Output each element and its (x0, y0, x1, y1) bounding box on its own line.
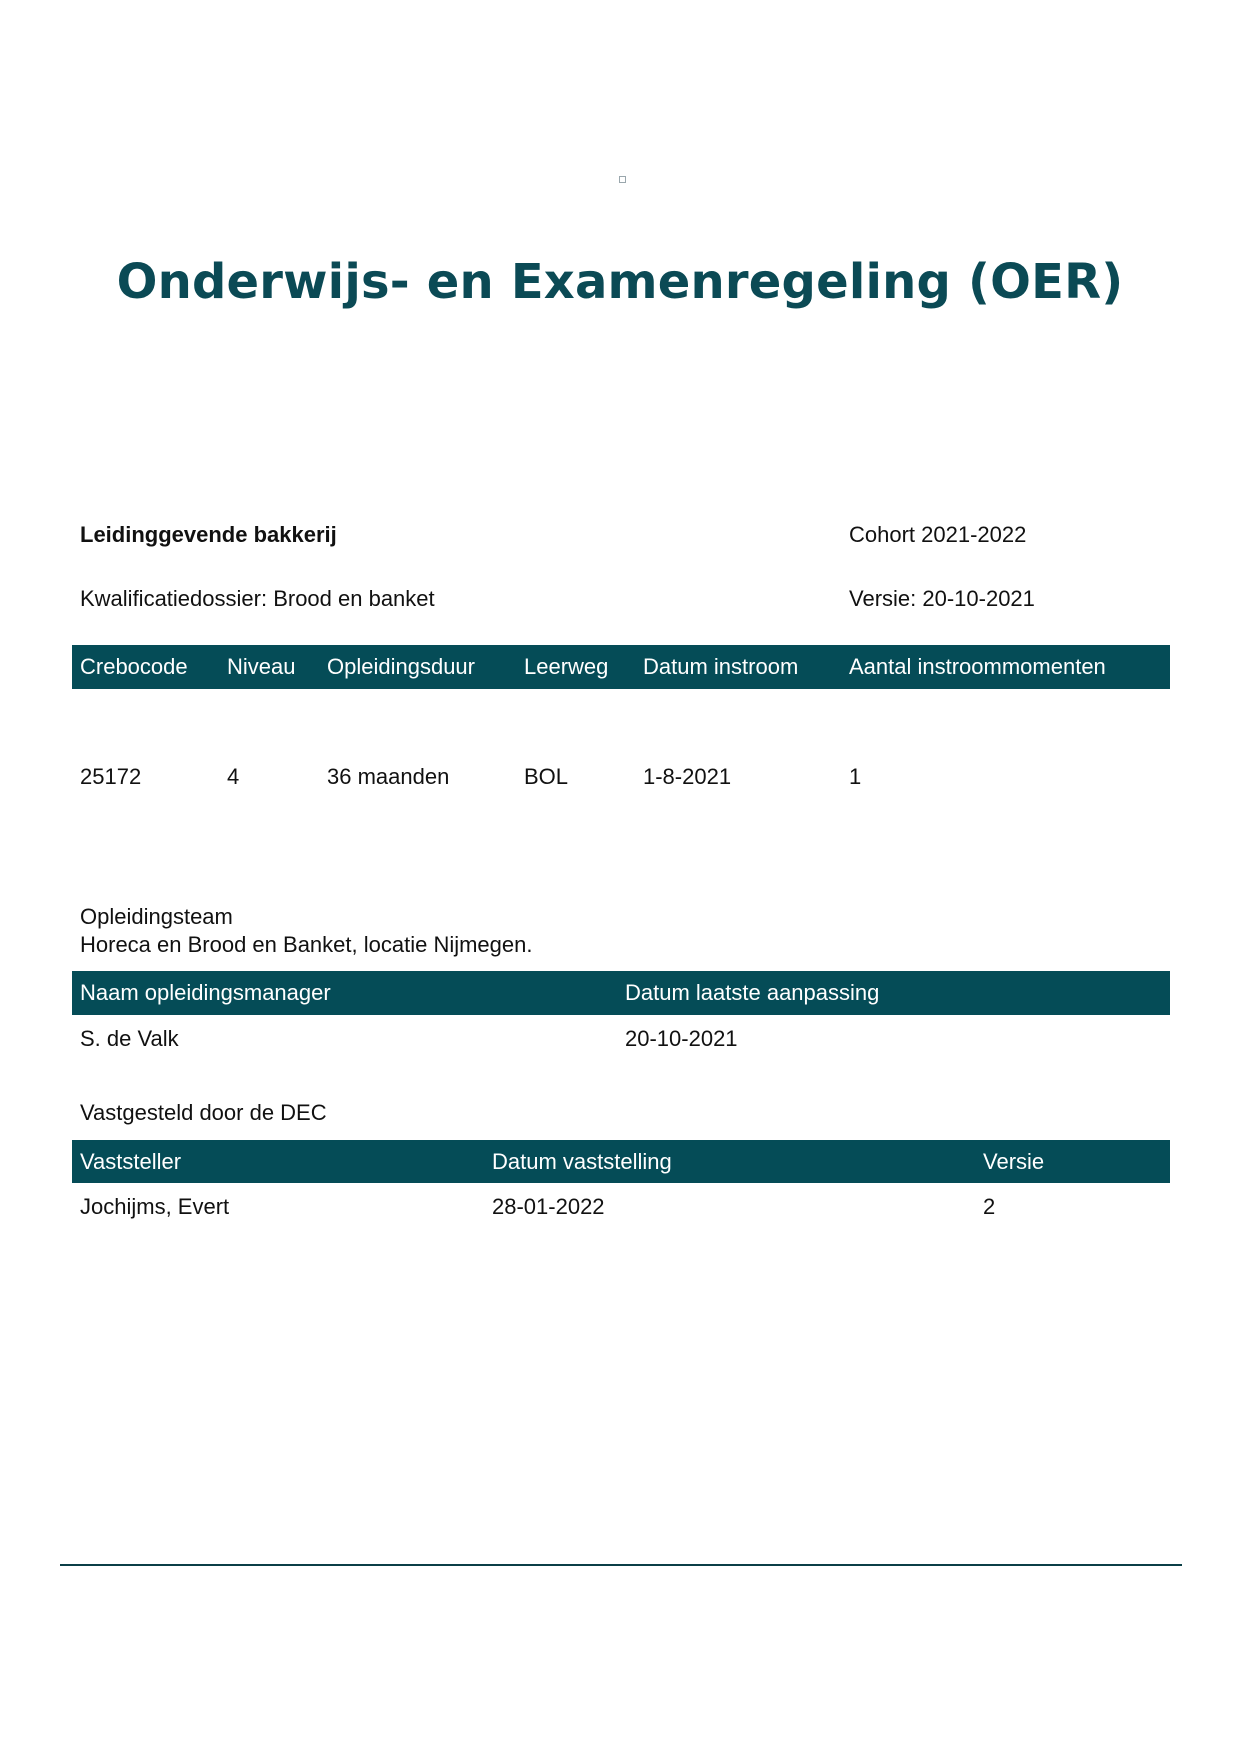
header-crebocode: Crebocode (80, 654, 188, 679)
header-versie: Versie (983, 1149, 1045, 1174)
cell-leerweg: BOL (524, 764, 569, 789)
footer-divider (60, 1564, 1182, 1566)
cell-datum-laatste-aanpassing: 20-10-2021 (625, 1026, 738, 1051)
cell-datum-instroom: 1-8-2021 (643, 764, 732, 789)
header-datum-vaststelling: Datum vaststelling (492, 1149, 672, 1174)
cell-datum-vaststelling: 28-01-2022 (492, 1194, 605, 1219)
versie-label: Versie: 20-10-2021 (849, 586, 1035, 611)
header-vaststeller: Vaststeller (80, 1149, 182, 1174)
cell-naam-opleidingsmanager: S. de Valk (80, 1026, 179, 1051)
header-leerweg: Leerweg (524, 654, 609, 679)
cell-aantal-instroommomenten: 1 (849, 764, 862, 789)
vastgesteld-label: Vastgesteld door de DEC (80, 1100, 327, 1125)
header-naam-opleidingsmanager: Naam opleidingsmanager (80, 980, 331, 1005)
image-placeholder-icon (619, 176, 626, 183)
opleiding-name: Leidinggevende bakkerij (80, 522, 337, 547)
cell-opleidingsduur: 36 maanden (327, 764, 450, 789)
cohort-label: Cohort 2021-2022 (849, 522, 1027, 547)
header-datum-laatste-aanpassing: Datum laatste aanpassing (625, 980, 880, 1005)
opleidingsteam-value: Horeca en Brood en Banket, locatie Nijmegen. (80, 932, 533, 957)
header-datum-instroom: Datum instroom (643, 654, 799, 679)
cell-niveau: 4 (227, 764, 240, 789)
cell-crebocode: 25172 (80, 764, 142, 789)
table2-header (72, 971, 1170, 1015)
opleidingsteam-label: Opleidingsteam (80, 904, 233, 929)
header-niveau: Niveau (227, 654, 296, 679)
header-opleidingsduur: Opleidingsduur (327, 654, 475, 679)
table3-header (72, 1140, 1170, 1183)
kwalificatiedossier-label: Kwalificatiedossier: Brood en banket (80, 586, 435, 611)
table1-header (72, 645, 1170, 689)
document-title: Onderwijs- en Examenregeling (OER) (116, 254, 1124, 310)
cell-versie: 2 (983, 1194, 996, 1219)
header-aantal-instroommomenten: Aantal instroommomenten (849, 654, 1106, 679)
cell-vaststeller: Jochijms, Evert (80, 1194, 230, 1219)
